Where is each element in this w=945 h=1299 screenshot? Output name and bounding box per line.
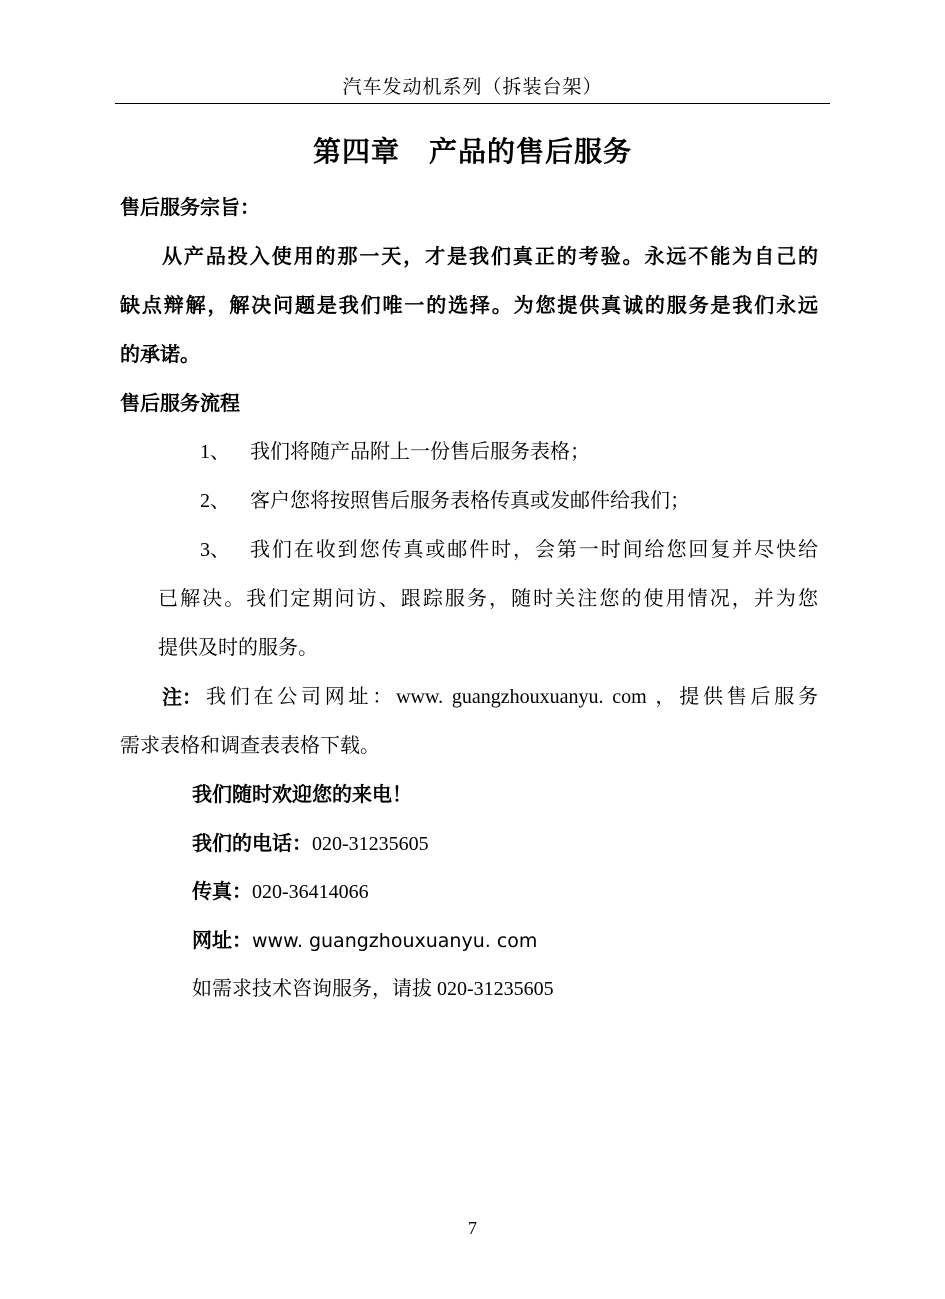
running-header: 汽车发动机系列（拆装台架） — [342, 76, 603, 98]
header-rule — [115, 103, 830, 104]
process-continuation-1: 已解决。我们定期问访、跟踪服务，随时关注您的使用情况，并为您 — [158, 588, 818, 610]
tech-support-line: 如需求技术咨询服务，请拔 020-31235605 — [192, 978, 554, 1000]
phone-number: 020-31235605 — [312, 833, 429, 855]
purpose-line-3: 的承诺。 — [120, 342, 200, 366]
website-url: www. guangzhouxuanyu. com — [252, 930, 538, 952]
note-label: 注： — [162, 685, 202, 709]
process-item-2-text: 客户您将按照售后服务表格传真或发邮件给我们； — [250, 490, 690, 512]
purpose-heading: 售后服务宗旨： — [120, 195, 260, 219]
page-number: 7 — [468, 1218, 477, 1238]
note-line-2: 需求表格和调查表表格下载。 — [120, 735, 380, 757]
process-item-1-number: 1、 — [200, 441, 230, 463]
process-item-1-text: 我们将随产品附上一份售后服务表格； — [250, 441, 590, 463]
phone-label: 我们的电话： — [192, 831, 312, 855]
fax-label: 传真： — [192, 879, 252, 903]
fax-line — [192, 877, 369, 906]
website-label: 网址： — [192, 928, 252, 952]
process-item-2-number: 2、 — [200, 490, 230, 512]
fax-number: 020-36414066 — [252, 881, 369, 903]
chapter-title: 第四章 产品的售后服务 — [312, 135, 632, 168]
process-item-3-number: 3、 — [200, 539, 230, 561]
website-line — [192, 926, 537, 955]
welcome-text: 我们随时欢迎您的来电！ — [192, 782, 412, 806]
process-continuation-2: 提供及时的服务。 — [158, 637, 318, 659]
purpose-line-1: 从产品投入使用的那一天，才是我们真正的考验。永远不能为自己的 — [162, 244, 818, 268]
process-heading: 售后服务流程 — [120, 391, 240, 415]
process-item-3-text: 我们在收到您传真或邮件时，会第一时间给您回复并尽快给 — [250, 539, 818, 561]
purpose-line-2: 缺点辩解，解决问题是我们唯一的选择。为您提供真诚的服务是我们永远 — [120, 293, 818, 317]
phone-line — [192, 829, 429, 858]
note-line-1: 我们在公司网址：www. guangzhouxuanyu. com ，提供售后服务 — [206, 686, 818, 708]
